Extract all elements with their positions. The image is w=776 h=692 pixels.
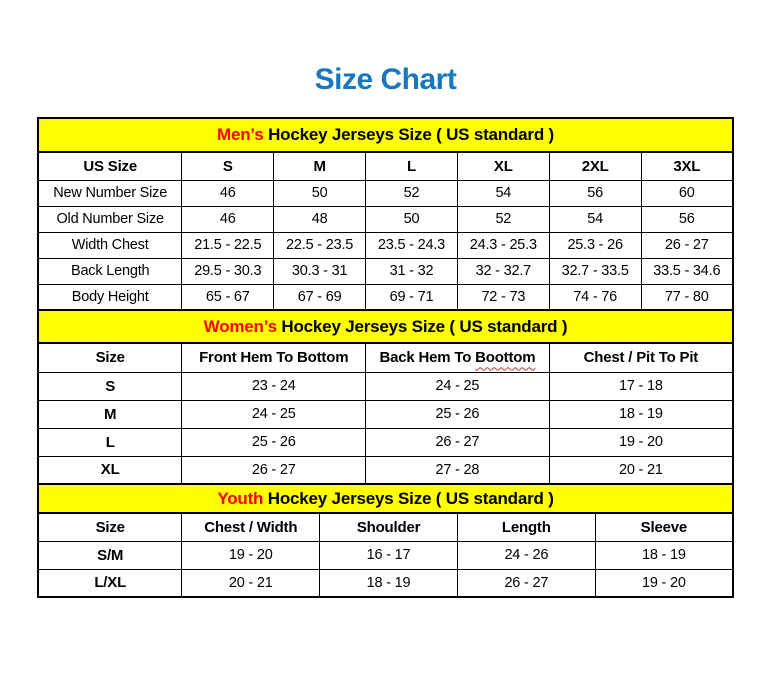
column-header-shoulder: Shoulder (320, 513, 458, 541)
table-row-old-number-size (38, 206, 733, 232)
column-header-s: S (182, 152, 274, 180)
size-chart-page (37, 0, 734, 598)
size-value-cell: 29.5 - 30.3 (182, 258, 274, 284)
section-heading-womens (37, 309, 734, 344)
column-header-m: M (274, 152, 366, 180)
size-value-cell: 32 - 32.7 (457, 258, 549, 284)
row-label: Width Chest (38, 232, 182, 258)
row-label: Old Number Size (38, 206, 182, 232)
table-row-xl (38, 456, 733, 484)
size-value-cell: 26 - 27 (366, 428, 550, 456)
size-value-cell: 33.5 - 34.6 (641, 258, 733, 284)
size-value-cell: 18 - 19 (549, 400, 733, 428)
table-row-body-height (38, 284, 733, 310)
row-label: Back Length (38, 258, 182, 284)
size-value-cell: 32.7 - 33.5 (549, 258, 641, 284)
size-value-cell: 65 - 67 (182, 284, 274, 310)
youth-size-table (37, 512, 734, 598)
row-label: New Number Size (38, 180, 182, 206)
size-value-cell: 18 - 19 (320, 569, 458, 597)
column-header-us-size: US Size (38, 152, 182, 180)
table-row-l (38, 428, 733, 456)
size-value-cell: 54 (457, 180, 549, 206)
size-value-cell: 50 (366, 206, 458, 232)
column-header-front-hem-to-bottom: Front Hem To Bottom (182, 343, 366, 372)
size-value-cell: 24 - 26 (457, 541, 595, 569)
column-header-sleeve: Sleeve (595, 513, 733, 541)
size-value-cell: 31 - 32 (366, 258, 458, 284)
table-row-s-m (38, 541, 733, 569)
size-value-cell: 23 - 24 (182, 372, 366, 400)
size-value-cell: 74 - 76 (549, 284, 641, 310)
section-heading-mens (37, 117, 734, 153)
mens-size-table (37, 151, 734, 311)
table-row-width-chest (38, 232, 733, 258)
size-value-cell: 26 - 27 (457, 569, 595, 597)
size-value-cell: 60 (641, 180, 733, 206)
size-chart-tables (37, 117, 734, 598)
column-header-l: L (366, 152, 458, 180)
column-header-size: Size (38, 343, 182, 372)
size-value-cell: 50 (274, 180, 366, 206)
size-value-cell: 46 (182, 206, 274, 232)
size-value-cell: 67 - 69 (274, 284, 366, 310)
column-header-back-hem-to-boottom: Back Hem To Boottom (366, 343, 550, 372)
size-value-cell: 56 (549, 180, 641, 206)
size-value-cell: 23.5 - 24.3 (366, 232, 458, 258)
size-value-cell: 26 - 27 (182, 456, 366, 484)
row-label: S (38, 372, 182, 400)
table-row-m (38, 400, 733, 428)
misspelled-word: Boottom (475, 349, 536, 367)
mens-heading-accent: Men’s (217, 125, 264, 144)
size-value-cell: 20 - 21 (182, 569, 320, 597)
size-value-cell: 19 - 20 (182, 541, 320, 569)
table-row-back-length (38, 258, 733, 284)
size-value-cell: 27 - 28 (366, 456, 550, 484)
size-value-cell: 20 - 21 (549, 456, 733, 484)
row-label: S/M (38, 541, 182, 569)
size-value-cell: 25.3 - 26 (549, 232, 641, 258)
size-value-cell: 48 (274, 206, 366, 232)
row-label: Body Height (38, 284, 182, 310)
womens-heading-rest: Hockey Jerseys Size ( US standard ) (276, 317, 568, 336)
size-value-cell: 24.3 - 25.3 (457, 232, 549, 258)
table-row-new-number-size (38, 180, 733, 206)
column-header-3xl: 3XL (641, 152, 733, 180)
mens-heading-rest: Hockey Jerseys Size ( US standard ) (263, 125, 554, 144)
size-value-cell: 52 (457, 206, 549, 232)
column-header-chest-pit-to-pit: Chest / Pit To Pit (549, 343, 733, 372)
size-value-cell: 52 (366, 180, 458, 206)
section-heading-youth (37, 483, 734, 514)
size-value-cell: 26 - 27 (641, 232, 733, 258)
row-label: M (38, 400, 182, 428)
size-value-cell: 19 - 20 (549, 428, 733, 456)
size-value-cell: 30.3 - 31 (274, 258, 366, 284)
size-value-cell: 19 - 20 (595, 569, 733, 597)
column-header-2xl: 2XL (549, 152, 641, 180)
size-value-cell: 77 - 80 (641, 284, 733, 310)
page-title: Size Chart (314, 63, 457, 96)
size-value-cell: 16 - 17 (320, 541, 458, 569)
size-value-cell: 69 - 71 (366, 284, 458, 310)
size-value-cell: 56 (641, 206, 733, 232)
size-value-cell: 72 - 73 (457, 284, 549, 310)
header-row (38, 152, 733, 180)
youth-heading-accent: Youth (217, 489, 264, 508)
size-value-cell: 25 - 26 (366, 400, 550, 428)
column-header-chest-width: Chest / Width (182, 513, 320, 541)
size-value-cell: 54 (549, 206, 641, 232)
header-row (38, 343, 733, 372)
size-value-cell: 17 - 18 (549, 372, 733, 400)
table-row-s (38, 372, 733, 400)
size-value-cell: 22.5 - 23.5 (274, 232, 366, 258)
size-value-cell: 24 - 25 (182, 400, 366, 428)
column-header-size: Size (38, 513, 182, 541)
womens-heading-accent: Women’s (203, 317, 277, 336)
row-label: L/XL (38, 569, 182, 597)
size-value-cell: 25 - 26 (182, 428, 366, 456)
size-value-cell: 18 - 19 (595, 541, 733, 569)
womens-size-table (37, 342, 734, 485)
size-value-cell: 21.5 - 22.5 (182, 232, 274, 258)
column-header-length: Length (457, 513, 595, 541)
row-label: L (38, 428, 182, 456)
header-row (38, 513, 733, 541)
table-row-l-xl (38, 569, 733, 597)
column-header-xl: XL (457, 152, 549, 180)
row-label: XL (38, 456, 182, 484)
size-value-cell: 24 - 25 (366, 372, 550, 400)
youth-heading-rest: Hockey Jerseys Size ( US standard ) (263, 489, 554, 508)
size-value-cell: 46 (182, 180, 274, 206)
